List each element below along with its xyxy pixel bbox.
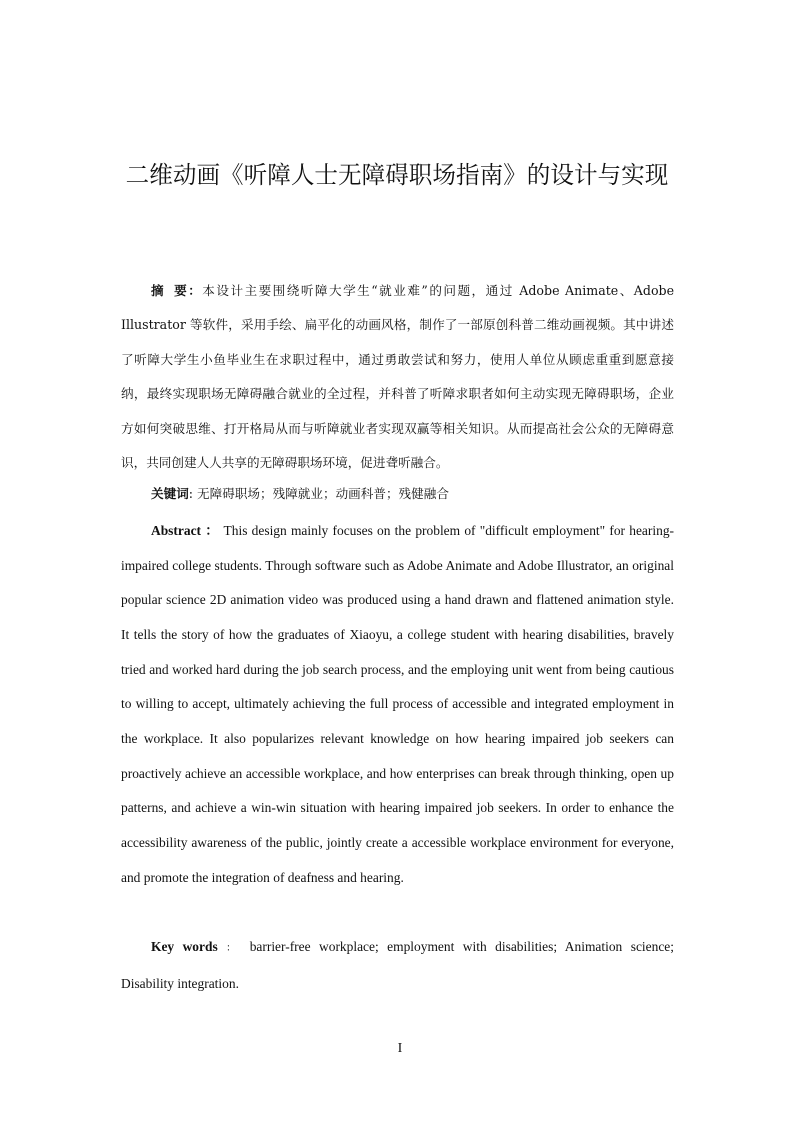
keywords-zh-separator: : — [188, 486, 194, 501]
abstract-zh-label-char-1: 摘 — [151, 283, 175, 298]
abstract-zh-label-char-2: 要 — [174, 283, 189, 298]
abstract-en-paragraph — [121, 514, 674, 895]
abstract-en-label: Abstract — [151, 523, 202, 538]
keywords-zh-text: 无障碍职场；残障就业；动画科普；残健融合 — [197, 486, 449, 501]
keywords-en-label: Key words — [151, 939, 218, 954]
keywords-zh-paragraph — [121, 480, 674, 508]
paper-title: 二维动画《听障人士无障碍职场指南》的设计与实现 — [125, 161, 669, 189]
keywords-en-separator: ： — [226, 943, 242, 954]
abstract-en-text: This design mainly focuses on the problem of "difficult employment" for hearing-impaired college students. Through software such as Adobe Animate and Adobe Illustrator, an original popular science 2D animation video was produced using a hand drawn and flattened animation style. It tells the story of how the graduates of Xiaoyu, a college student with hearing disabilities, bravely tried and worked hard during the job search process, and the employing unit went from being cautious to willing to accept, ultimately achieving the full process of accessible and integrated employment in the workplace. It also popularizes relevant knowledge on how hearing impaired job seekers can proactively achieve an accessible workplace, and how enterprises can break through thinking, open up patterns, and achieve a win-win situation with hearing impaired job seekers. In order to enhance the accessibility awareness of the public, jointly create a accessible workplace environment for everyone, and promote the integration of deafness and hearing. — [121, 523, 675, 885]
keywords-en-text: barrier-free workplace; employment with disabilities; Animation science; Disability integration. — [121, 939, 674, 991]
abstract-zh-paragraph — [121, 274, 674, 480]
keywords-en-paragraph — [121, 930, 674, 1001]
abstract-zh-text: 本设计主要围绕听障大学生“就业难”的问题，通过 Adobe Animate、Adobe Illustrator 等软件，采用手绘、扁平化的动画风格，制作了一部原创科普二维动画视频。其中讲述了听障大学生小鱼毕业生在求职过程中，通过勇敢尝试和努力，使用人单位从顾虑重重到愿意接纳，最终实现职场无障碍融合就业的全过程，并科普了听障求职者如何主动实现无障碍职场，企业方如何突破思维、打开格局从而与听障就业者实现双赢等相关知识。从而提高社会公众的无障碍意识，共同创建人人共享的无障碍职场环境，促进聋听融合。 — [121, 283, 675, 471]
abstract-en-separator: ： — [205, 523, 220, 538]
page-number: I — [397, 1041, 403, 1056]
abstract-zh-label-colon: ： — [188, 283, 203, 298]
keywords-zh-label: 关键词 — [151, 486, 189, 501]
